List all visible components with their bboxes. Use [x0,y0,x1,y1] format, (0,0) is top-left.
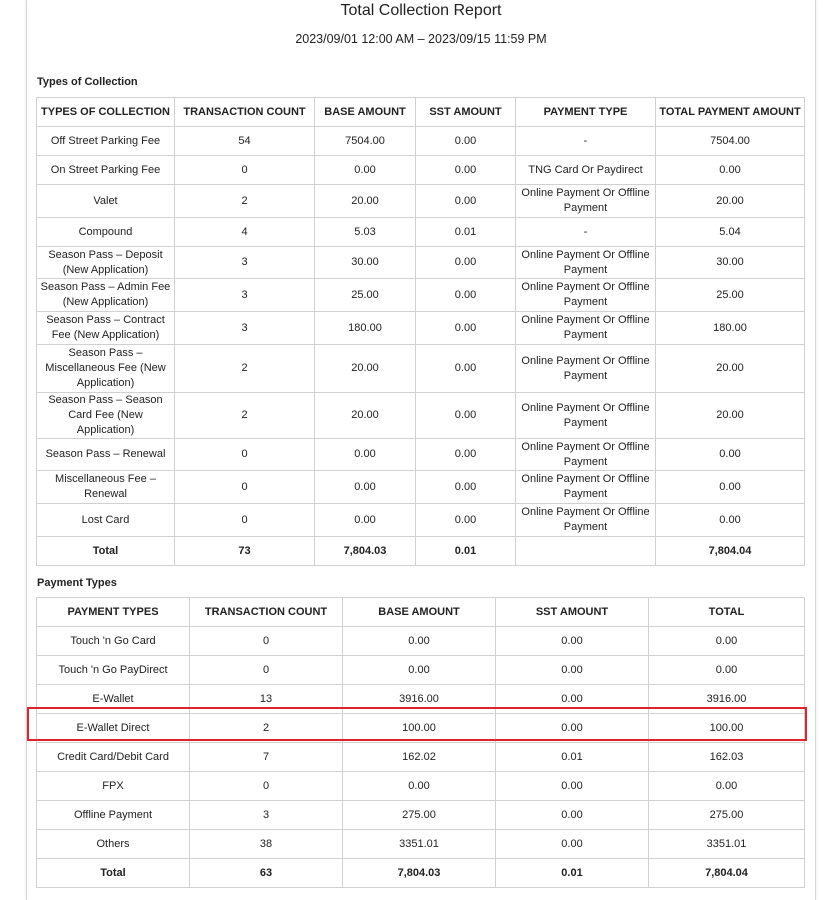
table-cell: 0 [175,471,315,504]
table-cell: 0.00 [416,439,516,471]
table-cell: 3 [175,247,315,279]
table-cell: 30.00 [315,247,416,279]
table-cell: Online Payment Or Offline Payment [516,247,656,279]
col-header: PAYMENT TYPE [516,98,656,127]
table-cell: Miscellaneous Fee – Renewal [37,471,175,504]
table-row [37,471,805,504]
table-cell: 0.00 [496,714,649,743]
collection-header-row [37,98,805,127]
col-header: TOTAL [649,598,805,627]
table-cell: Compound [37,218,175,247]
table-row [37,247,805,279]
table-cell: 0.00 [656,471,805,504]
col-header: TYPES OF COLLECTION [37,98,175,127]
col-header: SST AMOUNT [416,98,516,127]
table-cell: 162.03 [649,743,805,772]
table-cell: 275.00 [649,801,805,830]
table-cell: 38 [190,830,343,859]
table-cell: 0.00 [343,772,496,801]
table-cell: 0 [175,439,315,471]
table-cell: 3 [190,801,343,830]
table-cell: 3 [175,279,315,312]
total-cell: 0.01 [416,537,516,566]
payment-table [36,597,805,888]
table-cell: 20.00 [656,185,805,218]
table-cell: Offline Payment [37,801,190,830]
table-cell: Lost Card [37,504,175,537]
total-cell: 0.01 [496,859,649,888]
total-row [37,859,805,888]
col-header: SST AMOUNT [496,598,649,627]
table-cell: 0.00 [416,279,516,312]
col-header: TRANSACTION COUNT [175,98,315,127]
table-cell: 0.00 [416,471,516,504]
table-cell: Season Pass – Admin Fee (New Application) [37,279,175,312]
table-cell: Season Pass – Renewal [37,439,175,471]
table-cell: 0.00 [496,627,649,656]
table-cell: 100.00 [343,714,496,743]
table-cell: Credit Card/Debit Card [37,743,190,772]
table-cell: 3 [175,312,315,345]
table-row [37,439,805,471]
table-cell: 0.00 [416,345,516,393]
table-cell: 180.00 [656,312,805,345]
report-date-range: 2023/09/01 12:00 AM – 2023/09/15 11:59 PM [295,32,547,46]
table-cell: 0.00 [496,772,649,801]
table-cell: 0.00 [416,185,516,218]
table-cell: 0.00 [343,656,496,685]
table-cell: - [516,127,656,156]
table-cell: 0.00 [416,156,516,185]
table-cell: 25.00 [315,279,416,312]
table-cell: 0 [190,627,343,656]
table-cell: 0.00 [416,504,516,537]
table-cell: 0.00 [315,439,416,471]
table-cell: Season Pass – Contract Fee (New Application) [37,312,175,345]
table-cell: 54 [175,127,315,156]
total-cell: 7,804.04 [649,859,805,888]
table-row [37,393,805,439]
table-cell: 5.03 [315,218,416,247]
payment-header-row [37,598,805,627]
table-cell: 20.00 [656,393,805,439]
table-row [37,830,805,859]
table-cell: - [516,218,656,247]
table-cell: 5.04 [656,218,805,247]
table-cell: 0.00 [649,772,805,801]
table-cell: On Street Parking Fee [37,156,175,185]
table-cell: 0.00 [649,656,805,685]
report-title: Total Collection Report [340,2,502,19]
table-cell: 3351.01 [343,830,496,859]
table-cell: Online Payment Or Offline Payment [516,345,656,393]
table-cell: 0.00 [496,656,649,685]
table-cell: 20.00 [315,393,416,439]
table-cell: 0.00 [416,393,516,439]
table-row [37,772,805,801]
table-row [37,185,805,218]
total-cell [516,537,656,566]
table-cell: 162.02 [343,743,496,772]
table-cell: 0.00 [656,504,805,537]
table-cell: 7 [190,743,343,772]
table-cell: 0 [190,656,343,685]
table-row [37,801,805,830]
table-row [37,127,805,156]
table-cell: FPX [37,772,190,801]
table-cell: Season Pass – Deposit (New Application) [37,247,175,279]
table-row [37,685,805,714]
table-row [37,656,805,685]
table-row [37,743,805,772]
table-row [37,312,805,345]
table-cell: 0.01 [496,743,649,772]
table-cell: 2 [175,185,315,218]
table-cell: 0.00 [343,627,496,656]
table-cell: 4 [175,218,315,247]
total-cell: 73 [175,537,315,566]
table-cell: 0.00 [416,127,516,156]
total-cell: Total [37,537,175,566]
table-cell: Touch 'n Go Card [37,627,190,656]
table-cell: E-Wallet Direct [37,714,190,743]
col-header: TRANSACTION COUNT [190,598,343,627]
table-cell: 3351.01 [649,830,805,859]
table-cell: 3916.00 [649,685,805,714]
payment-section-label: Payment Types [37,577,117,589]
table-cell: Others [37,830,190,859]
table-row [37,504,805,537]
table-cell: 7504.00 [315,127,416,156]
table-cell: 2 [175,393,315,439]
table-cell: 0.00 [496,685,649,714]
table-cell: 0.00 [656,439,805,471]
table-cell: 0.00 [649,627,805,656]
table-row [37,156,805,185]
table-cell: Season Pass – Miscellaneous Fee (New Application) [37,345,175,393]
table-cell: 2 [175,345,315,393]
table-cell: 0.00 [656,156,805,185]
table-cell: 0 [175,156,315,185]
total-row [37,537,805,566]
table-cell: 7504.00 [656,127,805,156]
table-row [37,218,805,247]
table-cell: 25.00 [656,279,805,312]
table-cell: 13 [190,685,343,714]
table-cell: TNG Card Or Paydirect [516,156,656,185]
col-header: BASE AMOUNT [343,598,496,627]
table-cell: Online Payment Or Offline Payment [516,471,656,504]
table-cell: 20.00 [315,345,416,393]
table-cell: 0 [190,772,343,801]
table-row [37,714,805,743]
table-row [37,279,805,312]
table-cell: 275.00 [343,801,496,830]
total-cell: 7,804.03 [315,537,416,566]
collection-section-label: Types of Collection [37,76,138,88]
col-header: BASE AMOUNT [315,98,416,127]
table-cell: 0.00 [496,801,649,830]
table-row [37,345,805,393]
table-cell: 0.00 [315,156,416,185]
col-header: PAYMENT TYPES [37,598,190,627]
table-cell: Online Payment Or Offline Payment [516,185,656,218]
table-cell: Online Payment Or Offline Payment [516,504,656,537]
table-cell: Touch 'n Go PayDirect [37,656,190,685]
table-cell: E-Wallet [37,685,190,714]
table-cell: Online Payment Or Offline Payment [516,393,656,439]
table-cell: 0.01 [416,218,516,247]
table-cell: 3916.00 [343,685,496,714]
table-cell: 2 [190,714,343,743]
table-cell: Season Pass – Season Card Fee (New Application) [37,393,175,439]
table-cell: 100.00 [649,714,805,743]
table-cell: 0.00 [416,247,516,279]
table-cell: Valet [37,185,175,218]
table-cell: Off Street Parking Fee [37,127,175,156]
table-cell: 0.00 [315,504,416,537]
table-cell: Online Payment Or Offline Payment [516,439,656,471]
table-cell: 0.00 [315,471,416,504]
table-cell: Online Payment Or Offline Payment [516,312,656,345]
collection-table [36,97,805,566]
total-cell: Total [37,859,190,888]
total-cell: 7,804.03 [343,859,496,888]
table-cell: 0.00 [496,830,649,859]
table-cell: 20.00 [656,345,805,393]
total-cell: 7,804.04 [656,537,805,566]
table-cell: 0 [175,504,315,537]
col-header: TOTAL PAYMENT AMOUNT [656,98,805,127]
report-page [26,0,816,900]
total-cell: 63 [190,859,343,888]
table-cell: 30.00 [656,247,805,279]
table-cell: Online Payment Or Offline Payment [516,279,656,312]
table-row [37,627,805,656]
table-cell: 0.00 [416,312,516,345]
table-cell: 20.00 [315,185,416,218]
table-cell: 180.00 [315,312,416,345]
